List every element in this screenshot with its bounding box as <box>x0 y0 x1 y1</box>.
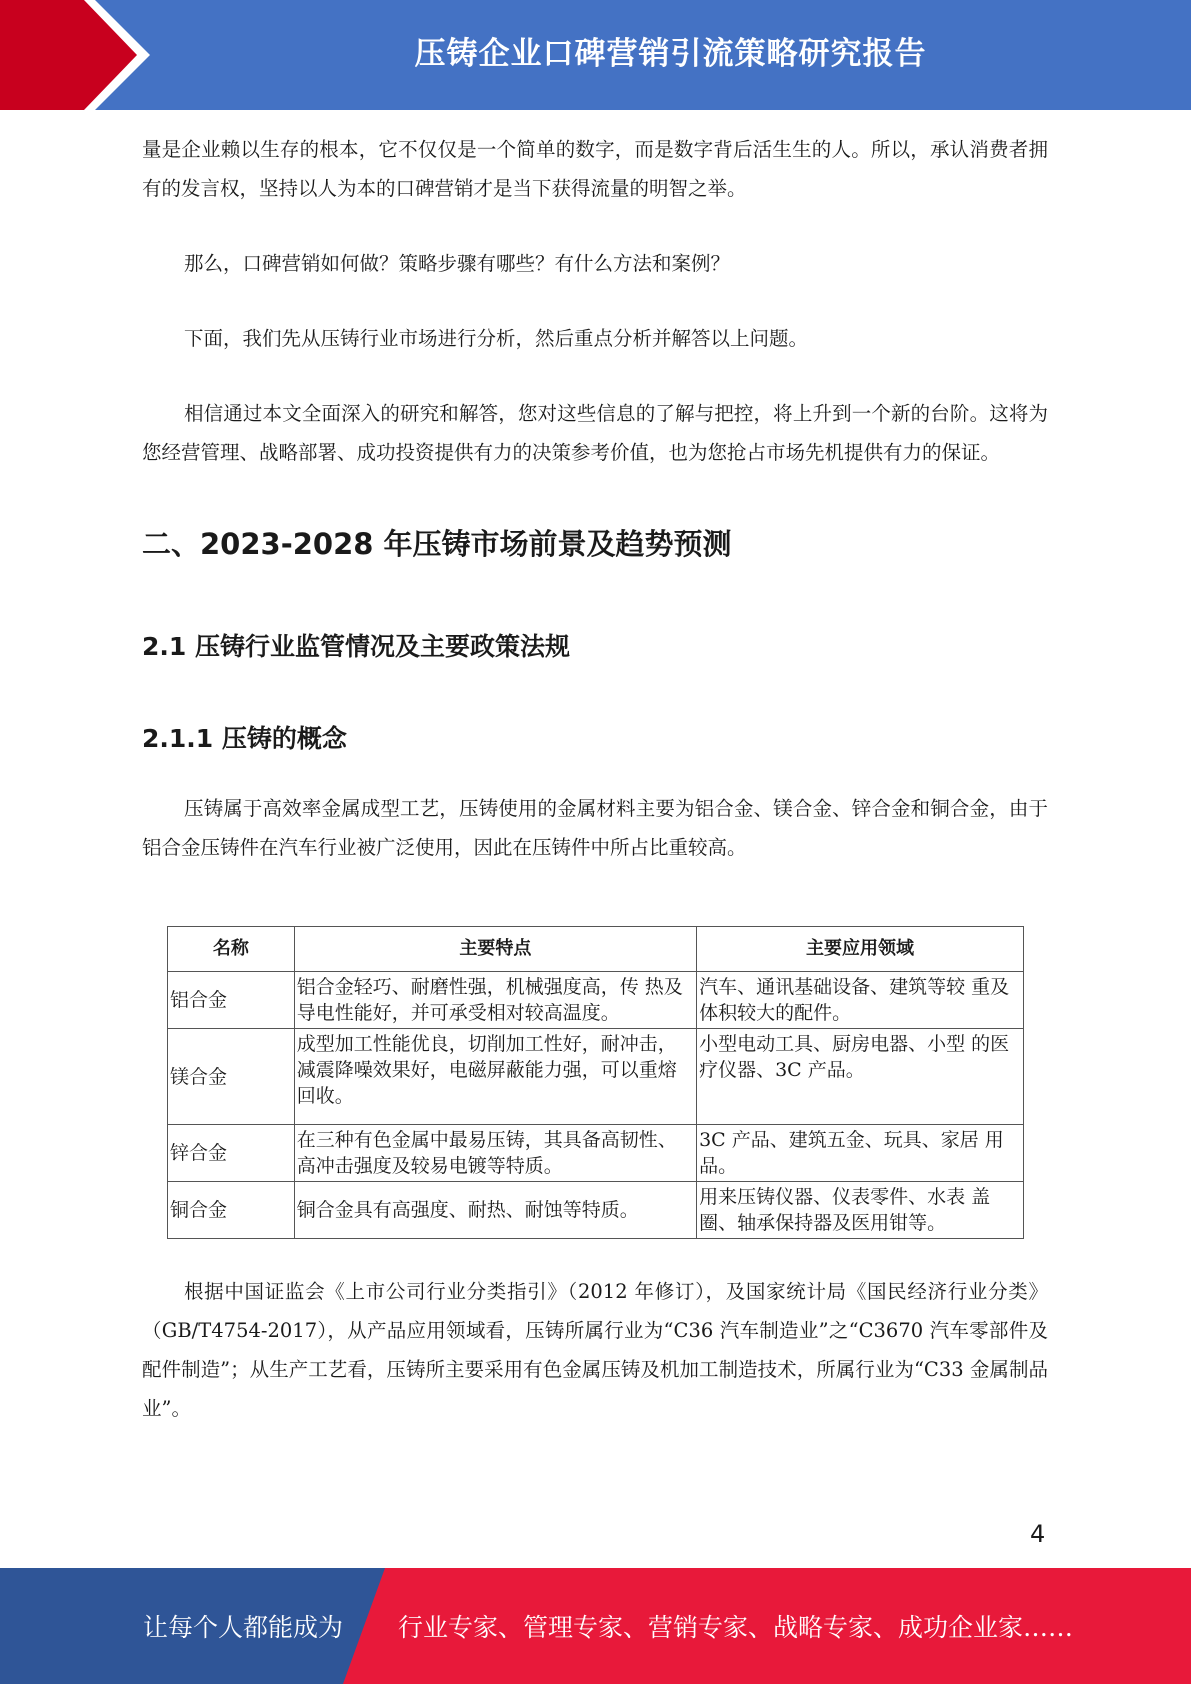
table-cell: 在三种有色金属中最易压铸，其具备高韧性、高冲击强度及较易电镀等特质。 <box>294 1125 696 1182</box>
paragraph: 那么，口碑营销如何做？策略步骤有哪些？有什么方法和案例？ <box>184 252 731 275</box>
table-cell: 锌合金 <box>168 1125 295 1182</box>
table-row <box>168 1029 1024 1125</box>
table-cell: 成型加工性能优良，切削加工性好，耐冲击，减震降噪效果好，电磁屏蔽能力强，可以重熔回收。 <box>294 1029 696 1125</box>
paragraph: 压铸属于高效率金属成型工艺，压铸使用的金属材料主要为铝合金、镁合金、锌合金和铜合金，由于铝合金压铸件在汽车行业被广泛使用，因此在压铸件中所占比重较高。 <box>142 797 1048 859</box>
table-header-cell: 主要应用领域 <box>697 927 1024 972</box>
table-cell: 铜合金具有高强度、耐热、耐蚀等特质。 <box>294 1182 696 1239</box>
footer-slogan-right: 行业专家、管理专家、营销专家、战略专家、成功企业家…… <box>398 1613 1074 1642</box>
page-content <box>142 130 1048 867</box>
paragraph: 相信通过本文全面深入的研究和解答，您对这些信息的了解与把控，将上升到一个新的台阶。这将为您经营管理、战略部署、成功投资提供有力的决策参考价值，也为您抢占市场先机提供有力的保证。 <box>142 402 1048 464</box>
table-row <box>168 1125 1024 1182</box>
table-row <box>168 972 1024 1029</box>
page-number: 4 <box>1030 1520 1046 1548</box>
table-cell: 铝合金 <box>168 972 295 1029</box>
alloy-properties-table <box>167 926 1024 1239</box>
subsection-heading: 2.1 压铸行业监管情况及主要政策法规 <box>142 632 570 661</box>
table-cell: 用来压铸仪器、仪表零件、水表 盖圈、轴承保持器及医用钳等。 <box>697 1182 1024 1239</box>
table-header-cell: 名称 <box>168 927 295 972</box>
table-header-row <box>168 927 1024 972</box>
page-content-lower <box>142 1272 1048 1428</box>
table-cell: 汽车、通讯基础设备、建筑等较 重及体积较大的配件。 <box>697 972 1024 1029</box>
section-heading: 二、2023-2028 年压铸市场前景及趋势预测 <box>142 527 732 561</box>
table-header-cell: 主要特点 <box>294 927 696 972</box>
paragraph: 根据中国证监会《上市公司行业分类指引》（2012 年修订），及国家统计局《国民经济行业分类》（GB/T4754-2017），从产品应用领域看，压铸所属行业为“C36 汽车制造业”之“C3670 汽车零部件及配件制造”；从生产工艺看，压铸所主要采用有色金属压铸及机加工制造技术，所属行业为“C33 金属制品业”。 <box>142 1280 1048 1420</box>
table-cell: 3C 产品、建筑五金、玩具、家居 用品。 <box>697 1125 1024 1182</box>
table-cell: 镁合金 <box>168 1029 295 1125</box>
page-header <box>0 0 1191 110</box>
paragraph: 量是企业赖以生存的根本，它不仅仅是一个简单的数字，而是数字背后活生生的人。所以，承认消费者拥有的发言权，坚持以人为本的口碑营销才是当下获得流量的明智之举。 <box>142 138 1048 200</box>
table-row <box>168 1182 1024 1239</box>
paragraph: 下面，我们先从压铸行业市场进行分析，然后重点分析并解答以上问题。 <box>184 327 809 350</box>
table-cell: 铜合金 <box>168 1182 295 1239</box>
footer-slogan-left: 让每个人都能成为 <box>143 1613 344 1642</box>
table-cell: 铝合金轻巧、耐磨性强，机械强度高，传 热及导电性能好，并可承受相对较高温度。 <box>294 972 696 1029</box>
report-title: 压铸企业口碑营销引流策略研究报告 <box>414 35 927 72</box>
table-cell: 小型电动工具、厨房电器、小型 的医疗仪器、3C 产品。 <box>697 1029 1024 1125</box>
subsubsection-heading: 2.1.1 压铸的概念 <box>142 724 347 753</box>
page-footer <box>0 1568 1191 1684</box>
